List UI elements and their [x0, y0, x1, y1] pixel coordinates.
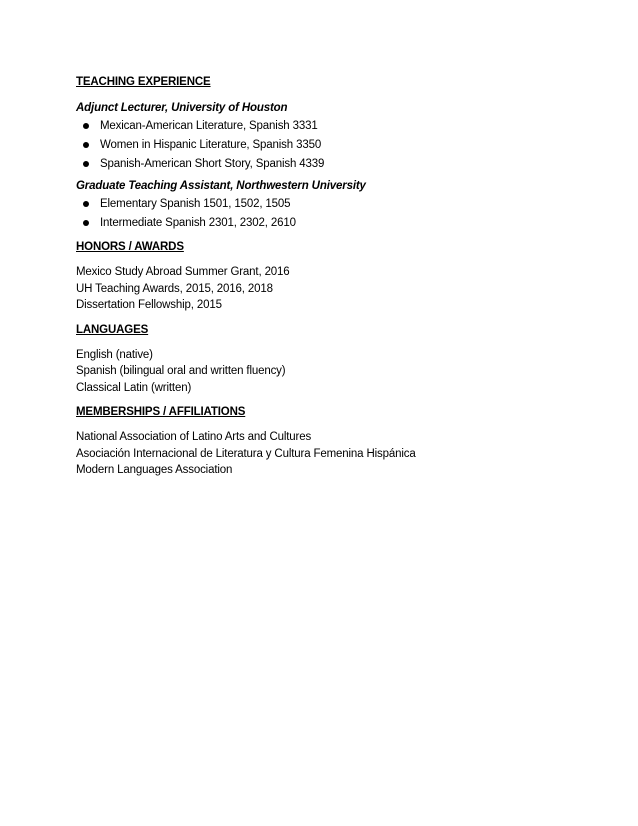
course-text: Mexican-American Literature, Spanish 3331	[100, 120, 318, 132]
languages-section	[76, 322, 576, 397]
teaching-section	[76, 74, 576, 231]
membership-item: Asociación Internacional de Literatura y Cultura Femenina Hispánica	[76, 447, 416, 460]
teaching-heading: TEACHING EXPERIENCE	[76, 76, 211, 88]
list-item	[76, 137, 576, 153]
language-item: English (native)	[76, 348, 153, 361]
course-list	[76, 118, 576, 172]
list-item	[76, 118, 576, 134]
honor-item: Dissertation Fellowship, 2015	[76, 299, 222, 311]
resume-content	[76, 74, 576, 486]
bullet-icon	[83, 142, 89, 148]
membership-item: Modern Languages Association	[76, 464, 233, 476]
list-item	[76, 156, 576, 172]
honor-item: Mexico Study Abroad Summer Grant, 2016	[76, 266, 290, 278]
course-text: Intermediate Spanish 2301, 2302, 2610	[100, 217, 296, 229]
job-title: Adjunct Lecturer, University of Houston	[76, 102, 288, 114]
bullet-icon	[83, 161, 89, 167]
course-text: Women in Hispanic Literature, Spanish 3350	[100, 139, 322, 151]
language-item: Classical Latin (written)	[76, 381, 192, 394]
course-text: Elementary Spanish 1501, 1502, 1505	[100, 198, 291, 210]
bullet-icon	[83, 220, 89, 226]
list-item	[76, 196, 576, 212]
honor-item: UH Teaching Awards, 2015, 2016, 2018	[76, 282, 273, 295]
bullet-icon	[83, 201, 89, 207]
memberships-heading: MEMBERSHIPS / AFFILIATIONS	[76, 406, 246, 418]
course-list	[76, 196, 576, 231]
honors-heading: HONORS / AWARDS	[76, 241, 184, 253]
course-text: Spanish-American Short Story, Spanish 4339	[100, 158, 325, 170]
language-item: Spanish (bilingual oral and written fluency)	[76, 365, 286, 377]
list-item	[76, 215, 576, 231]
honors-section	[76, 239, 576, 314]
memberships-section	[76, 404, 576, 479]
job-title: Graduate Teaching Assistant, Northwestern University	[76, 180, 366, 192]
languages-heading: LANGUAGES	[76, 323, 149, 336]
membership-item: National Association of Latino Arts and Cultures	[76, 431, 312, 443]
bullet-icon	[83, 123, 89, 129]
